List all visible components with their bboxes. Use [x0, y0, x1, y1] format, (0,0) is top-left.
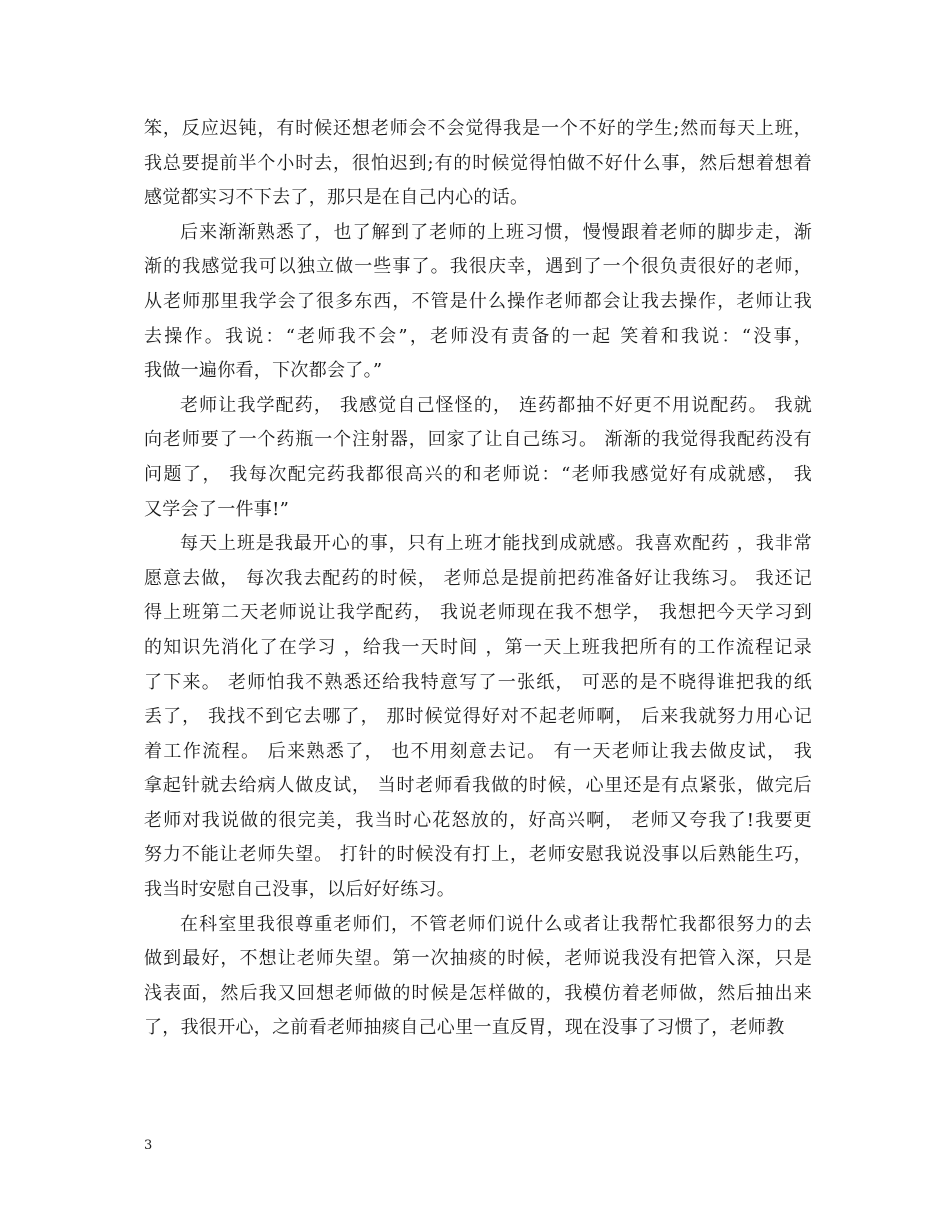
paragraph [144, 216, 812, 389]
text-line: 在科室里我很尊重老师们，不管老师们说什么或者让我帮忙我都很努力的去 [180, 913, 812, 935]
text-line: 后来渐渐熟悉了，也了解到了老师的上班习惯，慢慢跟着老师的脚步走，渐 [180, 221, 812, 243]
text-line: 笨，反应迟钝，有时候还想老师会不会觉得我是一个不好的学生;然而每天上班， [144, 118, 812, 139]
text-line: 老师对我说做的很完美，我当时心花怒放的，好高兴啊， 老师又夸我了!我要更 [144, 809, 812, 831]
paragraph [144, 908, 812, 1046]
text-line: 我当时安慰自己没事，以后好好练习。 [144, 879, 456, 901]
text-line: 我总要提前半个小时去，很怕迟到;有的时候觉得怕做不好什么事，然后想着想着 [144, 152, 812, 174]
text-line: 的知识先消化了在学习 ，给我一天时间 ，第一天上班我把所有的工作流程记录 [144, 636, 812, 658]
paragraph [144, 527, 812, 908]
document-body [144, 112, 812, 1046]
page-number: 3 [144, 1138, 153, 1153]
text-line: 丢了， 我找不到它去哪了， 那时候觉得好对不起老师啊， 后来我就努力用心记 [144, 706, 812, 728]
text-line: 浅表面，然后我又回想老师做的时候是怎样做的，我模仿着老师做，然后抽出来 [144, 982, 812, 1004]
text-line: 感觉都实习不下去了，那只是在自己内心的话。 [144, 187, 529, 209]
text-line: 了下来。 老师怕我不熟悉还给我特意写了一张纸， 可恶的是不晓得谁把我的纸 [144, 671, 812, 693]
text-line: 问题了， 我每次配完药我都很高兴的和老师说：“老师我感觉好有成就感， 我 [144, 463, 812, 485]
text-line: 着工作流程。 后来熟悉了， 也不用刻意去记。 有一天老师让我去做皮试， 我 [144, 740, 812, 762]
text-line: 去操作。我说：“老师我不会”，老师没有责备的一起 笑着和我说：“没事， [144, 325, 812, 347]
text-line: 拿起针就去给病人做皮试， 当时老师看我做的时候，心里还是有点紧张，做完后 [144, 775, 812, 797]
text-line: 愿意去做， 每次我去配药的时候， 老师总是提前把药准备好让我练习。 我还记 [144, 567, 812, 589]
text-line: 又学会了一件事!” [144, 498, 290, 520]
text-line: 从老师那里我学会了很多东西，不管是什么操作老师都会让我去操作，老师让我 [144, 290, 812, 312]
paragraph [144, 112, 812, 216]
text-line: 我做一遍你看，下次都会了。” [144, 360, 383, 382]
text-line: 向老师要了一个药瓶一个注射器，回家了让自己练习。 渐渐的我觉得我配药没有 [144, 429, 812, 451]
text-line: 努力不能让老师失望。 打针的时候没有打上，老师安慰我说没事以后熟能生巧， [144, 844, 812, 866]
text-line: 了，我很开心，之前看老师抽痰自己心里一直反胃，现在没事了习惯了，老师教 [144, 1017, 785, 1039]
text-line: 做到最好，不想让老师失望。第一次抽痰的时候，老师说我没有把管入深，只是 [144, 948, 812, 970]
text-line: 老师让我学配药， 我感觉自己怪怪的， 连药都抽不好更不用说配药。 我就 [180, 394, 812, 416]
text-line: 每天上班是我最开心的事，只有上班才能找到成就感。我喜欢配药 ，我非常 [180, 533, 812, 555]
text-line: 得上班第二天老师说让我学配药， 我说老师现在我不想学， 我想把今天学习到 [144, 602, 812, 624]
text-line: 渐的我感觉我可以独立做一些事了。我很庆幸，遇到了一个很负责很好的老师， [144, 256, 812, 278]
paragraph [144, 389, 812, 527]
